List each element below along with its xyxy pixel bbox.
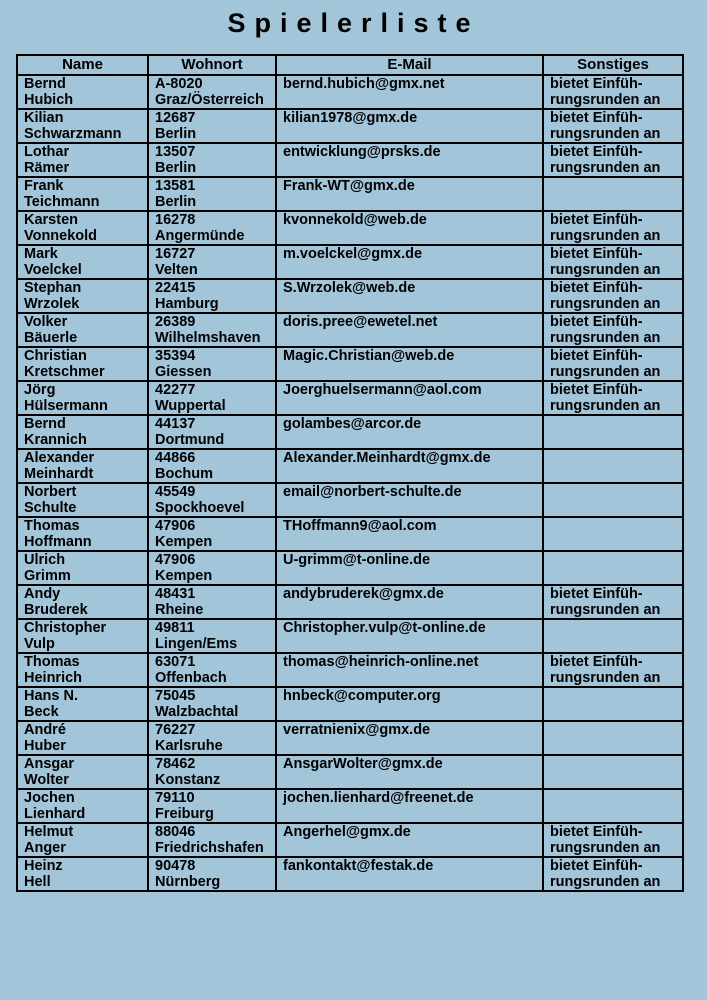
postal-code: 42277 [155, 382, 196, 398]
table-header [17, 55, 683, 75]
wohnort-cell [148, 551, 276, 585]
email-cell [276, 279, 543, 313]
wohnort-cell [148, 347, 276, 381]
email-address[interactable]: doris.pree@ewetel.net [283, 314, 438, 330]
sonstiges-cell [543, 517, 683, 551]
city: Offenbach [155, 670, 227, 686]
wohnort-cell [148, 279, 276, 313]
first-name: Jochen [24, 790, 75, 806]
city: Spockhoevel [155, 500, 245, 516]
table-row [17, 653, 683, 687]
name-cell [17, 857, 148, 891]
last-name: Rämer [24, 160, 70, 176]
first-name: Kilian [24, 110, 64, 126]
email-address[interactable]: entwicklung@prsks.de [283, 144, 441, 160]
sonstiges-cell [543, 449, 683, 483]
first-name: Bernd [24, 416, 66, 432]
city: Friedrichshafen [155, 840, 264, 856]
name-cell [17, 789, 148, 823]
name-cell [17, 211, 148, 245]
last-name: Bäuerle [24, 330, 78, 346]
last-name: Schulte [24, 500, 77, 516]
note-line-2: rungsrunden an [550, 262, 661, 278]
table-row [17, 177, 683, 211]
city: Angermünde [155, 228, 245, 244]
postal-code: 44137 [155, 416, 196, 432]
name-cell [17, 517, 148, 551]
email-address[interactable]: Frank-WT@gmx.de [283, 178, 415, 194]
wohnort-cell [148, 789, 276, 823]
table-row [17, 381, 683, 415]
email-cell [276, 177, 543, 211]
email-cell [276, 721, 543, 755]
postal-code: 90478 [155, 858, 196, 874]
table-row [17, 449, 683, 483]
email-address[interactable]: email@norbert-schulte.de [283, 484, 462, 500]
table-row [17, 279, 683, 313]
table-row [17, 585, 683, 619]
postal-code: 16727 [155, 246, 196, 262]
last-name: Anger [24, 840, 66, 856]
city: Walzbachtal [155, 704, 239, 720]
first-name: Frank [24, 178, 64, 194]
wohnort-cell [148, 75, 276, 109]
note-line-1: bietet Einfüh- [550, 110, 643, 126]
name-cell [17, 483, 148, 517]
postal-code: 88046 [155, 824, 196, 840]
email-cell [276, 415, 543, 449]
postal-code: 26389 [155, 314, 196, 330]
table-row [17, 75, 683, 109]
wohnort-cell [148, 585, 276, 619]
last-name: Hubich [24, 92, 74, 108]
first-name: Bernd [24, 76, 66, 92]
email-address[interactable]: U-grimm@t-online.de [283, 552, 431, 568]
last-name: Grimm [24, 568, 71, 584]
name-cell [17, 109, 148, 143]
note-line-1: bietet Einfüh- [550, 76, 643, 92]
first-name: Lothar [24, 144, 70, 160]
last-name: Schwarzmann [24, 126, 122, 142]
postal-code: 13507 [155, 144, 196, 160]
last-name: Vulp [24, 636, 55, 652]
first-name: Volker [24, 314, 68, 330]
sonstiges-cell [543, 551, 683, 585]
email-address[interactable]: kvonnekold@web.de [283, 212, 427, 228]
sonstiges-cell [543, 415, 683, 449]
wohnort-cell [148, 619, 276, 653]
header-wohnort: Wohnort [148, 55, 276, 75]
wohnort-cell [148, 483, 276, 517]
header-email: E-Mail [276, 55, 543, 75]
table-row [17, 245, 683, 279]
table-row [17, 789, 683, 823]
postal-code: 75045 [155, 688, 196, 704]
email-cell [276, 857, 543, 891]
name-cell [17, 449, 148, 483]
wohnort-cell [148, 517, 276, 551]
note-line-2: rungsrunden an [550, 602, 661, 618]
wohnort-cell [148, 381, 276, 415]
wohnort-cell [148, 211, 276, 245]
email-cell [276, 517, 543, 551]
first-name: Andy [24, 586, 61, 602]
email-address[interactable]: S.Wrzolek@web.de [283, 280, 416, 296]
note-line-1: bietet Einfüh- [550, 212, 643, 228]
city: Nürnberg [155, 874, 221, 890]
note-line-1: bietet Einfüh- [550, 586, 643, 602]
city: Dortmund [155, 432, 225, 448]
note-line-1: bietet Einfüh- [550, 824, 643, 840]
note-line-2: rungsrunden an [550, 160, 661, 176]
note-line-1: bietet Einfüh- [550, 246, 643, 262]
city: Berlin [155, 126, 197, 142]
last-name: Wolter [24, 772, 69, 788]
postal-code: 13581 [155, 178, 196, 194]
email-address[interactable]: m.voelckel@gmx.de [283, 246, 423, 262]
name-cell [17, 313, 148, 347]
note-line-2: rungsrunden an [550, 126, 661, 142]
wohnort-cell [148, 313, 276, 347]
city: Graz/Österreich [155, 92, 264, 108]
email-cell [276, 551, 543, 585]
first-name: Thomas [24, 654, 80, 670]
city: Hamburg [155, 296, 219, 312]
wohnort-cell [148, 109, 276, 143]
note-line-1: bietet Einfüh- [550, 382, 643, 398]
player-table [16, 54, 684, 892]
note-line-2: rungsrunden an [550, 296, 661, 312]
email-cell [276, 755, 543, 789]
note-line-2: rungsrunden an [550, 228, 661, 244]
email-address[interactable]: AnsgarWolter@gmx.de [283, 756, 443, 772]
note-line-1: bietet Einfüh- [550, 348, 643, 364]
email-cell [276, 619, 543, 653]
email-cell [276, 483, 543, 517]
email-cell [276, 75, 543, 109]
last-name: Beck [24, 704, 59, 720]
email-cell [276, 381, 543, 415]
name-cell [17, 755, 148, 789]
name-cell [17, 619, 148, 653]
postal-code: 44866 [155, 450, 196, 466]
sonstiges-cell [543, 755, 683, 789]
last-name: Meinhardt [24, 466, 94, 482]
table-row [17, 755, 683, 789]
first-name: Mark [24, 246, 58, 262]
email-address[interactable]: fankontakt@festak.de [283, 858, 434, 874]
city: Velten [155, 262, 198, 278]
email-cell [276, 687, 543, 721]
city: Wuppertal [155, 398, 226, 414]
postal-code: 47906 [155, 518, 196, 534]
email-cell [276, 347, 543, 381]
table-row [17, 857, 683, 891]
sonstiges-cell [543, 211, 683, 245]
first-name: Alexander [24, 450, 95, 466]
note-line-1: bietet Einfüh- [550, 858, 643, 874]
last-name: Wrzolek [24, 296, 80, 312]
last-name: Teichmann [24, 194, 100, 210]
city: Kempen [155, 534, 213, 550]
email-address[interactable]: jochen.lienhard@freenet.de [283, 790, 474, 806]
email-cell [276, 245, 543, 279]
city: Bochum [155, 466, 213, 482]
table-row [17, 483, 683, 517]
table-row [17, 211, 683, 245]
table-row [17, 721, 683, 755]
note-line-2: rungsrunden an [550, 330, 661, 346]
sonstiges-cell [543, 279, 683, 313]
postal-code: 48431 [155, 586, 196, 602]
email-address[interactable]: Christopher.vulp@t-online.de [283, 620, 486, 636]
postal-code: 63071 [155, 654, 196, 670]
sonstiges-cell [543, 143, 683, 177]
first-name: Helmut [24, 824, 74, 840]
last-name: Hülsermann [24, 398, 108, 414]
header-row [17, 55, 683, 75]
table-row [17, 687, 683, 721]
name-cell [17, 143, 148, 177]
last-name: Lienhard [24, 806, 86, 822]
first-name: Ulrich [24, 552, 66, 568]
postal-code: 35394 [155, 348, 196, 364]
email-address[interactable]: THoffmann9@aol.com [283, 518, 437, 534]
wohnort-cell [148, 857, 276, 891]
name-cell [17, 551, 148, 585]
email-cell [276, 313, 543, 347]
email-address[interactable]: kilian1978@gmx.de [283, 110, 418, 126]
first-name: Jörg [24, 382, 56, 398]
email-address[interactable]: thomas@heinrich-online.net [283, 654, 479, 670]
wohnort-cell [148, 823, 276, 857]
wohnort-cell [148, 245, 276, 279]
table-row [17, 551, 683, 585]
sonstiges-cell [543, 857, 683, 891]
sonstiges-cell [543, 789, 683, 823]
table-row [17, 415, 683, 449]
email-address[interactable]: Magic.Christian@web.de [283, 348, 455, 364]
postal-code: 78462 [155, 756, 196, 772]
note-line-2: rungsrunden an [550, 398, 661, 414]
wohnort-cell [148, 415, 276, 449]
note-line-2: rungsrunden an [550, 670, 661, 686]
table-row [17, 109, 683, 143]
wohnort-cell [148, 687, 276, 721]
postal-code: 22415 [155, 280, 196, 296]
wohnort-cell [148, 143, 276, 177]
table-row [17, 313, 683, 347]
sonstiges-cell [543, 653, 683, 687]
sonstiges-cell [543, 245, 683, 279]
first-name: Christian [24, 348, 87, 364]
email-cell [276, 449, 543, 483]
email-address[interactable]: golambes@arcor.de [283, 416, 422, 432]
email-address[interactable]: Alexander.Meinhardt@gmx.de [283, 450, 491, 466]
postal-code: 45549 [155, 484, 196, 500]
sonstiges-cell [543, 721, 683, 755]
email-cell [276, 211, 543, 245]
city: Lingen/Ems [155, 636, 238, 652]
sonstiges-cell [543, 313, 683, 347]
first-name: Stephan [24, 280, 82, 296]
wohnort-cell [148, 755, 276, 789]
table-row [17, 823, 683, 857]
header-sonstiges: Sonstiges [543, 55, 683, 75]
sonstiges-cell [543, 585, 683, 619]
sonstiges-cell [543, 823, 683, 857]
sonstiges-cell [543, 177, 683, 211]
last-name: Krannich [24, 432, 87, 448]
wohnort-cell [148, 653, 276, 687]
email-address[interactable]: bernd.hubich@gmx.net [283, 76, 445, 92]
email-address[interactable]: andybruderek@gmx.de [283, 586, 444, 602]
city: Konstanz [155, 772, 221, 788]
sonstiges-cell [543, 75, 683, 109]
postal-code: A-8020 [155, 76, 203, 92]
name-cell [17, 381, 148, 415]
table-row [17, 619, 683, 653]
sonstiges-cell [543, 347, 683, 381]
header-name: Name [17, 55, 148, 75]
email-cell [276, 653, 543, 687]
first-name: Norbert [24, 484, 77, 500]
city: Berlin [155, 160, 197, 176]
city: Freiburg [155, 806, 214, 822]
page-title: Spielerliste [227, 8, 480, 38]
sonstiges-cell [543, 619, 683, 653]
last-name: Kretschmer [24, 364, 105, 380]
name-cell [17, 823, 148, 857]
email-cell [276, 789, 543, 823]
table-row [17, 143, 683, 177]
city: Berlin [155, 194, 197, 210]
email-address[interactable]: Angerhel@gmx.de [283, 824, 411, 840]
note-line-2: rungsrunden an [550, 364, 661, 380]
email-address[interactable]: hnbeck@computer.org [283, 688, 441, 704]
email-cell [276, 585, 543, 619]
wohnort-cell [148, 449, 276, 483]
city: Rheine [155, 602, 204, 618]
last-name: Hoffmann [24, 534, 92, 550]
email-cell [276, 109, 543, 143]
last-name: Voelckel [24, 262, 82, 278]
sonstiges-cell [543, 109, 683, 143]
first-name: André [24, 722, 66, 738]
name-cell [17, 245, 148, 279]
wohnort-cell [148, 177, 276, 211]
email-cell [276, 823, 543, 857]
note-line-1: bietet Einfüh- [550, 144, 643, 160]
city: Wilhelmshaven [155, 330, 261, 346]
name-cell [17, 687, 148, 721]
name-cell [17, 415, 148, 449]
note-line-2: rungsrunden an [550, 874, 661, 890]
email-address[interactable]: Joerghuelsermann@aol.com [283, 382, 482, 398]
name-cell [17, 653, 148, 687]
name-cell [17, 75, 148, 109]
sonstiges-cell [543, 687, 683, 721]
last-name: Hell [24, 874, 51, 890]
city: Kempen [155, 568, 213, 584]
name-cell [17, 721, 148, 755]
table-body [17, 75, 683, 891]
postal-code: 12687 [155, 110, 196, 126]
postal-code: 16278 [155, 212, 196, 228]
note-line-1: bietet Einfüh- [550, 654, 643, 670]
table-row [17, 517, 683, 551]
name-cell [17, 177, 148, 211]
postal-code: 47906 [155, 552, 196, 568]
email-cell [276, 143, 543, 177]
last-name: Bruderek [24, 602, 88, 618]
last-name: Vonnekold [24, 228, 98, 244]
last-name: Heinrich [24, 670, 83, 686]
first-name: Thomas [24, 518, 80, 534]
first-name: Christopher [24, 620, 107, 636]
table-row [17, 347, 683, 381]
note-line-2: rungsrunden an [550, 92, 661, 108]
sonstiges-cell [543, 381, 683, 415]
first-name: Karsten [24, 212, 78, 228]
name-cell [17, 279, 148, 313]
first-name: Heinz [24, 858, 63, 874]
email-address[interactable]: verratnienix@gmx.de [283, 722, 431, 738]
last-name: Huber [24, 738, 66, 754]
postal-code: 79110 [155, 790, 195, 806]
note-line-1: bietet Einfüh- [550, 280, 643, 296]
first-name: Ansgar [24, 756, 74, 772]
note-line-2: rungsrunden an [550, 840, 661, 856]
sonstiges-cell [543, 483, 683, 517]
city: Giessen [155, 364, 212, 380]
name-cell [17, 347, 148, 381]
note-line-1: bietet Einfüh- [550, 314, 643, 330]
first-name: Hans N. [24, 688, 78, 704]
name-cell [17, 585, 148, 619]
postal-code: 76227 [155, 722, 196, 738]
wohnort-cell [148, 721, 276, 755]
postal-code: 49811 [155, 620, 195, 636]
city: Karlsruhe [155, 738, 223, 754]
